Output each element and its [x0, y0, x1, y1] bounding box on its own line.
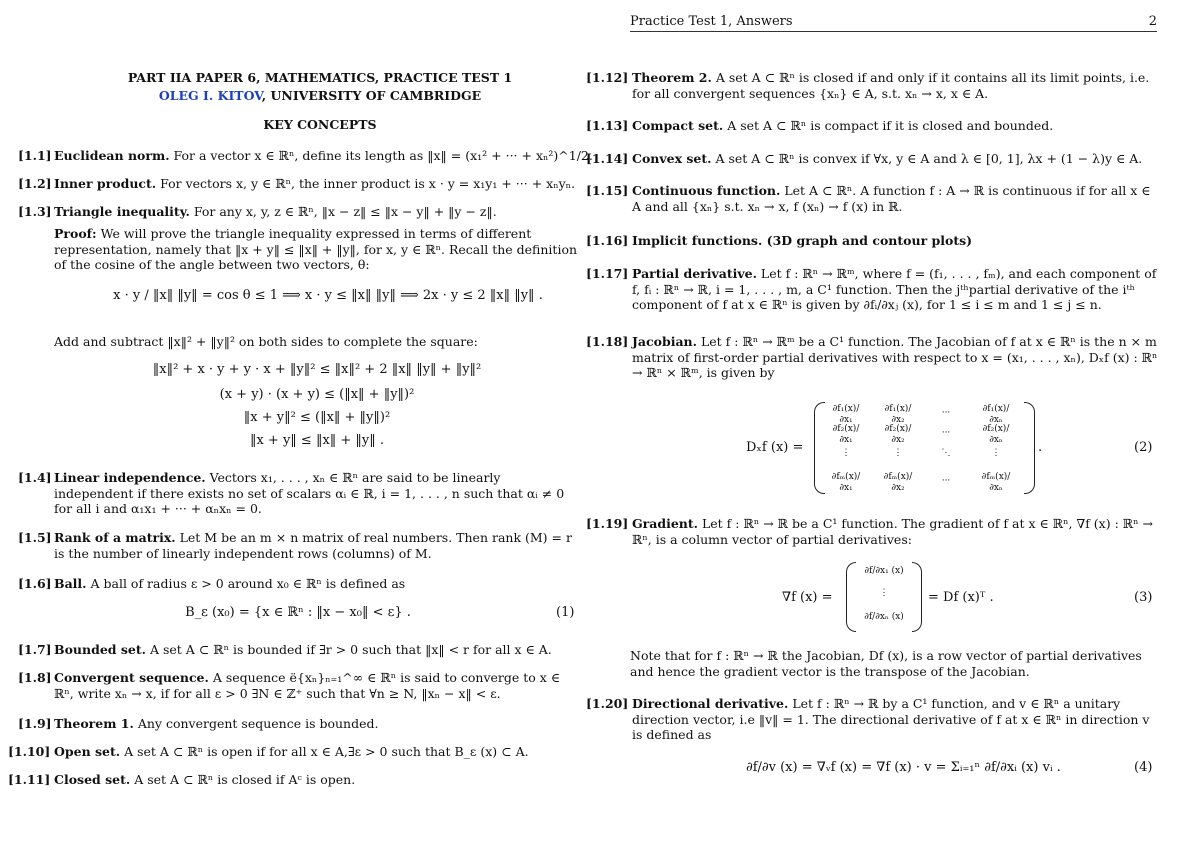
directional-derivative-equation: ∂f/∂v (x) = ∇ᵥf (x) = ∇f (x) · v = Σᵢ₌₁ⁿ ∂f/∂xᵢ (x) vᵢ . — [746, 760, 1061, 775]
item-1-3: [1.3] Triangle inequality. For any x, y, z ∈ ℝⁿ, ‖x − z‖ ≤ ‖x − y‖ + ‖y − z‖. — [18, 204, 497, 219]
title-line: PART IIA PAPER 6, MATHEMATICS, PRACTICE TEST 1 — [127, 70, 513, 85]
item-1-1: [1.1] Euclidean norm. For a vector x ∈ ℝⁿ, define its length as ‖x‖ = (x₁² + ··· + xₙ²)^1/2. — [18, 148, 593, 163]
jacobian-left-paren — [814, 402, 825, 494]
ball-equation: B_ε (x₀) = {x ∈ ℝⁿ : ‖x − x₀‖ < ε} . — [185, 605, 411, 620]
item-1-15: [1.15] Continuous function. Let A ⊂ ℝⁿ. A function f : A → ℝ is continuous if for all x ∈ A and all {xₙ} s.t. xₙ → x, f (xₙ) → f (x) in ℝ. — [586, 183, 1151, 214]
square-step-3: ‖x + y‖² ≤ (‖x‖ + ‖y‖)² — [243, 410, 391, 425]
author-line — [50, 88, 590, 103]
item-1-14: [1.14] Convex set. A set A ⊂ ℝⁿ is convex if ∀x, y ∈ A and λ ∈ [0, 1], λx + (1 − λ)y ∈ A. — [586, 151, 1143, 166]
item-1-9: [1.9] Theorem 1. Any convergent sequence is bounded. — [18, 716, 379, 731]
item-1-5: [1.5] Rank of a matrix. Let M be an m × n matrix of real numbers. Then rank (M) = r is the number of linearly independent rows (columns) of M. — [18, 530, 572, 561]
section-heading: KEY CONCEPTS — [263, 117, 377, 132]
equation-number-3: (3) — [1134, 590, 1153, 605]
jacobian-lhs: Dₓf (x) = — [746, 440, 804, 455]
item-1-19: [1.19] Gradient. Let f : ℝⁿ → ℝ be a C¹ function. The gradient of f at x ∈ ℝⁿ, ∇f (x) : ℝⁿ → ℝⁿ, is a column vector of partial derivatives: — [586, 516, 1153, 547]
running-title: Practice Test 1, Answers — [630, 14, 793, 29]
gradient-vector: ∂f/∂x₁ (x) ⋮ ∂f/∂xₙ (x) — [864, 566, 904, 622]
affiliation: , UNIVERSITY OF CAMBRIDGE — [261, 88, 482, 103]
item-1-20: [1.20] Directional derivative. Let f : ℝⁿ → ℝ by a C¹ function, and v ∈ ℝⁿ a unitary direction vector, i.e ‖v‖ = 1. The directional derivative of f at x ∈ ℝⁿ in direction v is defined as — [586, 696, 1150, 742]
item-1-8: [1.8] Convergent sequence. A sequence ë{xₙ}ₙ₌₁^∞ ∈ ℝⁿ is said to converge to x ∈ ℝⁿ, write xₙ → x, if for all ε > 0 ∃N ∈ ℤ⁺ such that ∀n ≥ N, ‖xₙ − x‖ < ε. — [18, 670, 561, 701]
square-step-1: ‖x‖² + x · y + y · x + ‖y‖² ≤ ‖x‖² + 2 ‖x‖ ‖y‖ + ‖y‖² — [152, 362, 482, 377]
item-1-11: [1.11] Closed set. A set A ⊂ ℝⁿ is closed if Aᶜ is open. — [8, 772, 356, 787]
page-number: 2 — [1148, 14, 1157, 29]
gradient-rhs: = Df (x)ᵀ . — [928, 590, 994, 605]
item-1-7: [1.7] Bounded set. A set A ⊂ ℝⁿ is bounded if ∃r > 0 such that ‖x‖ < r for all x ∈ A. — [18, 642, 552, 657]
square-step-4: ‖x + y‖ ≤ ‖x‖ + ‖y‖ . — [249, 433, 385, 448]
author-name[interactable]: OLEG I. KITOV — [158, 88, 262, 103]
paper-title — [50, 70, 590, 132]
item-1-2: [1.2] Inner product. For vectors x, y ∈ ℝⁿ, the inner product is x · y = x₁y₁ + ··· + xₙyₙ. — [18, 176, 576, 191]
complete-square-text: Add and subtract ‖x‖² + ‖y‖² on both sides to complete the square: — [54, 334, 478, 349]
item-1-16: [1.16] Implicit functions. (3D graph and contour plots) — [586, 233, 973, 248]
running-header — [630, 14, 1157, 32]
item-1-18: [1.18] Jacobian. Let f : ℝⁿ → ℝᵐ be a C¹ function. The Jacobian of f at x ∈ ℝⁿ is the n × m matrix of first-order partial derivatives with respect to x = (x₁, . . . , xₙ), Dₓf (x) : ℝⁿ → ℝⁿ × ℝᵐ, is given by — [586, 334, 1158, 380]
item-1-4: [1.4] Linear independence. Vectors x₁, . . . , xₙ ∈ ℝⁿ are said to be linearly independent if there exists no set of scalars αᵢ ∈ ℝ, i = 1, . . . , n such that αᵢ ≠ 0 for all i and α₁x₁ + ··· + αₙxₙ = 0. — [18, 470, 565, 516]
proof-paragraph: Proof: We will prove the triangle inequality expressed in terms of different representation, namely that ‖x + y‖ ≤ ‖x‖ + ‖y‖, for x, y ∈ ℝⁿ. Recall the definition of the cosine of the angle between two vectors, θ: — [54, 226, 578, 272]
item-1-13: [1.13] Compact set. A set A ⊂ ℝⁿ is compact if it is closed and bounded. — [586, 118, 1054, 133]
item-1-12: [1.12] Theorem 2. A set A ⊂ ℝⁿ is closed if and only if it contains all its limit points, i.e. for all convergent sequences {xₙ} ∈ A, s.t. xₙ → x, x ∈ A. — [586, 70, 1150, 101]
gradient-note: Note that for f : ℝⁿ → ℝ the Jacobian, Df (x), is a row vector of partial derivatives and hence the gradient vector is the transpose of the Jacobian. — [630, 648, 1142, 679]
equation-number-2: (2) — [1134, 440, 1153, 455]
equation-number-1: (1) — [556, 605, 575, 620]
jacobian-period: . — [1038, 440, 1043, 455]
square-step-2: (x + y) · (x + y) ≤ (‖x‖ + ‖y‖)² — [219, 387, 415, 402]
equation-number-4: (4) — [1134, 760, 1153, 775]
item-1-6: [1.6] Ball. A ball of radius ε > 0 around x₀ ∈ ℝⁿ is defined as — [18, 576, 406, 591]
item-1-10: [1.10] Open set. A set A ⊂ ℝⁿ is open if for all x ∈ A,∃ε > 0 such that B_ε (x) ⊂ A. — [8, 744, 529, 759]
gradient-lhs: ∇f (x) = — [782, 590, 833, 605]
cosine-equation: x · y / ‖x‖ ‖y‖ = cos θ ≤ 1 ⟹ x · y ≤ ‖x‖ ‖y‖ ⟹ 2x · y ≤ 2 ‖x‖ ‖y‖ . — [113, 288, 543, 303]
jacobian-matrix: ∂f₁(x)/∂x₁ ∂f₁(x)/∂x₂ ··· ∂f₁(x)/∂xₙ ∂f₂(x)/∂x₁ ∂f₂(x)/∂x₂ ··· ∂f₂(x)/∂xₙ ⋮ ⋮ ⋱ ⋮ ∂fₘ(x)/∂x₁ ∂fₘ(x)/∂x₂ ··· ∂fₘ(x)/∂xₙ — [831, 404, 1011, 493]
item-1-17: [1.17] Partial derivative. Let f : ℝⁿ → ℝᵐ, where f = (f₁, . . . , fₘ), and each component of f, fᵢ : ℝⁿ → ℝ, i = 1, . . . , m, a C¹ function. Then the jᵗʰpartial derivative of the iᵗʰ component of f at x ∈ ℝⁿ is given by ∂fᵢ/∂xⱼ (x), for 1 ≤ i ≤ m and 1 ≤ j ≤ n. — [586, 266, 1157, 312]
